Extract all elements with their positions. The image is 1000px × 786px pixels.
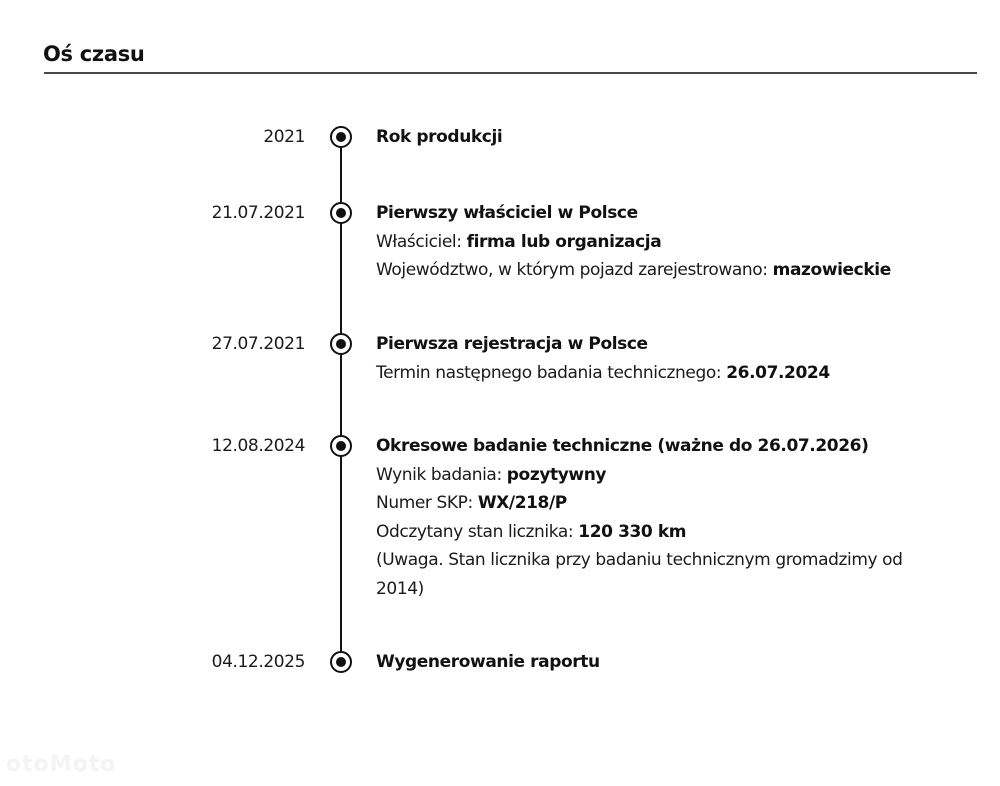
detail-value: mazowieckie: [772, 260, 891, 280]
event-detail-odometer: [376, 518, 921, 547]
event-date: 21.07.2021: [211, 203, 305, 223]
event-title: Wygenerowanie raportu: [376, 652, 600, 672]
event-detail-voivodeship: [376, 256, 921, 285]
event-body: [376, 648, 921, 677]
event-detail-owner: [376, 228, 921, 257]
event-detail-result: [376, 461, 921, 490]
detail-value: pozytywny: [506, 464, 607, 485]
event-body: [376, 432, 921, 603]
timeline-dot-icon: [330, 333, 352, 355]
event-title: Pierwsza rejestracja w Polsce: [376, 334, 648, 354]
event-title: Pierwszy właściciel w Polsce: [376, 203, 638, 223]
event-detail-note: [376, 546, 921, 603]
event-body: [376, 123, 921, 152]
detail-value: 26.07.2024: [726, 362, 830, 383]
event-title: Rok produkcji: [376, 127, 503, 147]
timeline-dot-icon: [330, 651, 352, 673]
timeline-dot-icon: [330, 126, 352, 148]
detail-label: Właściciel:: [376, 231, 467, 252]
timeline-dot-icon: [330, 435, 352, 457]
detail-note-text: (Uwaga. Stan licznika przy badaniu technicznym gromadzimy od 2014): [376, 550, 903, 599]
event-date: 2021: [263, 127, 305, 147]
event-date: 27.07.2021: [211, 334, 305, 354]
detail-label: Termin następnego badania technicznego:: [376, 362, 727, 383]
section-title: Oś czasu: [43, 42, 145, 66]
event-detail-next-inspection: [376, 359, 921, 388]
timeline-dot-icon: [330, 202, 352, 224]
detail-label: Wynik badania:: [376, 464, 507, 485]
detail-value: firma lub organizacja: [466, 231, 662, 252]
detail-value: WX/218/P: [477, 493, 567, 513]
event-body: [376, 199, 921, 285]
event-detail-skp-number: [376, 489, 921, 518]
event-body: [376, 330, 921, 387]
detail-label: Województwo, w którym pojazd zarejestrowano:: [376, 260, 773, 280]
event-date: 04.12.2025: [211, 652, 305, 672]
detail-label: Odczytany stan licznika:: [376, 521, 579, 542]
watermark-logo: otoMoto: [6, 752, 117, 777]
event-date: 12.08.2024: [211, 436, 305, 456]
detail-value: 120 330 km: [578, 521, 687, 542]
event-title: Okresowe badanie techniczne (ważne do 26.07.2026): [376, 436, 869, 456]
detail-label: Numer SKP:: [376, 493, 478, 513]
